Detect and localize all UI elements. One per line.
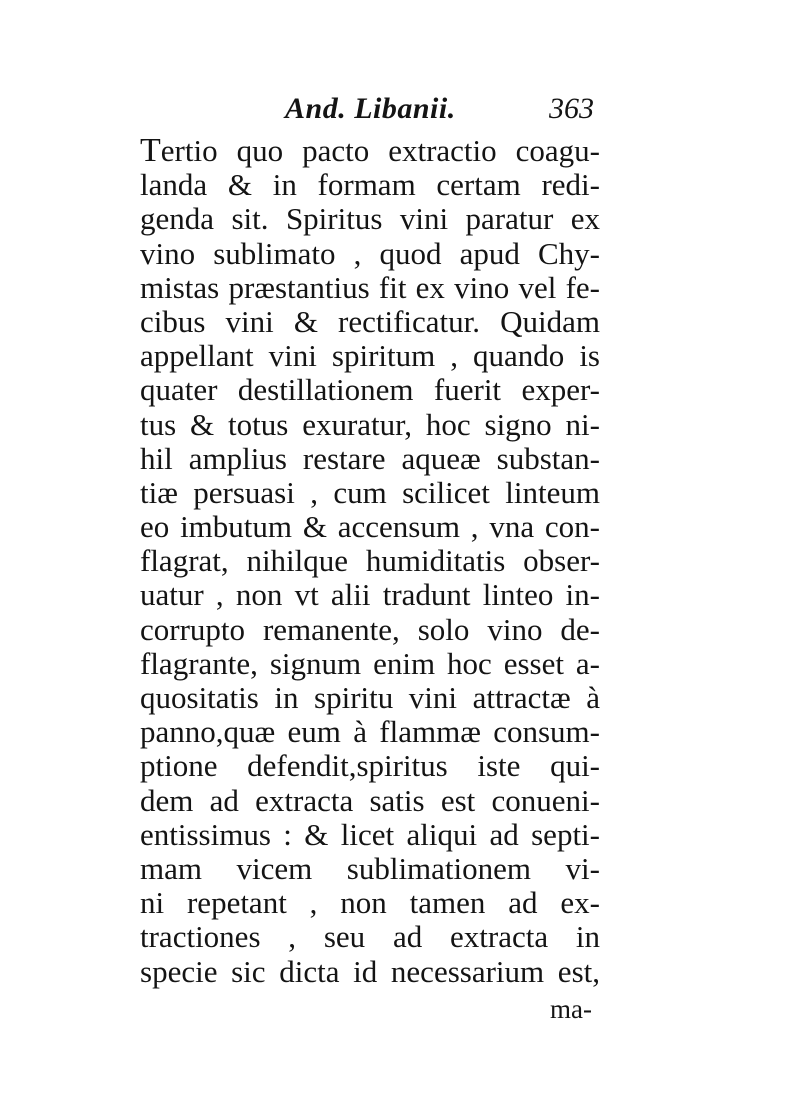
text-line: tiæ persuasi , cum scilicet linteum <box>140 474 600 510</box>
text-line: panno,quæ eum à flammæ consum- <box>140 714 600 750</box>
text-line: quater destillationem fuerit exper- <box>140 372 600 408</box>
text-line: landa & in formam certam redi- <box>140 167 600 203</box>
running-head <box>140 92 600 132</box>
text-line: ni repetant , non tamen ad ex- <box>140 885 600 921</box>
text-line: entissimus : & licet aliqui ad septi- <box>140 816 600 852</box>
text-line: genda sit. Spiritus vini paratur ex <box>140 201 600 237</box>
text-line: uatur , non vt alii tradunt linteo in- <box>140 577 600 613</box>
text-line: Tertio quo pacto extractio coagu- <box>140 132 600 169</box>
text-line: dem ad extracta satis est conueni- <box>140 782 600 818</box>
catchword: ma- <box>550 994 592 1024</box>
running-title: And. Libanii. <box>285 92 456 125</box>
text-line: quositatis in spiritu vini attractæ à <box>140 680 600 715</box>
text-line: hil amplius restare aqueæ substan- <box>140 440 600 476</box>
text-line: eo imbutum & accensum , vna con- <box>140 509 600 545</box>
text-line: vino sublimato , quod apud Chy- <box>140 235 600 271</box>
text-line: mam vicem sublimationem vi- <box>140 850 600 886</box>
body-text <box>140 134 600 989</box>
text-line: appellant vini spiritum , quando is <box>140 338 600 374</box>
text-line: ptione defendit,spiritus iste qui- <box>140 748 600 784</box>
text-line: cibus vini & rectificatur. Quidam <box>140 303 600 339</box>
text-line: mistas præstantius fit ex vino vel fe- <box>140 269 600 305</box>
text-line: tus & totus exuratur, hoc signo ni- <box>140 406 600 442</box>
text-line: tractiones , seu ad extracta in <box>140 919 600 955</box>
text-line: flagrante, signum enim hoc esset a- <box>140 645 600 681</box>
text-line: specie sic dicta id necessarium est, <box>140 953 600 989</box>
text-line: corrupto remanente, solo vino de- <box>140 611 600 647</box>
page-number: 363 <box>549 92 594 125</box>
text-line: flagrat, nihilque humiditatis obser- <box>140 543 600 579</box>
